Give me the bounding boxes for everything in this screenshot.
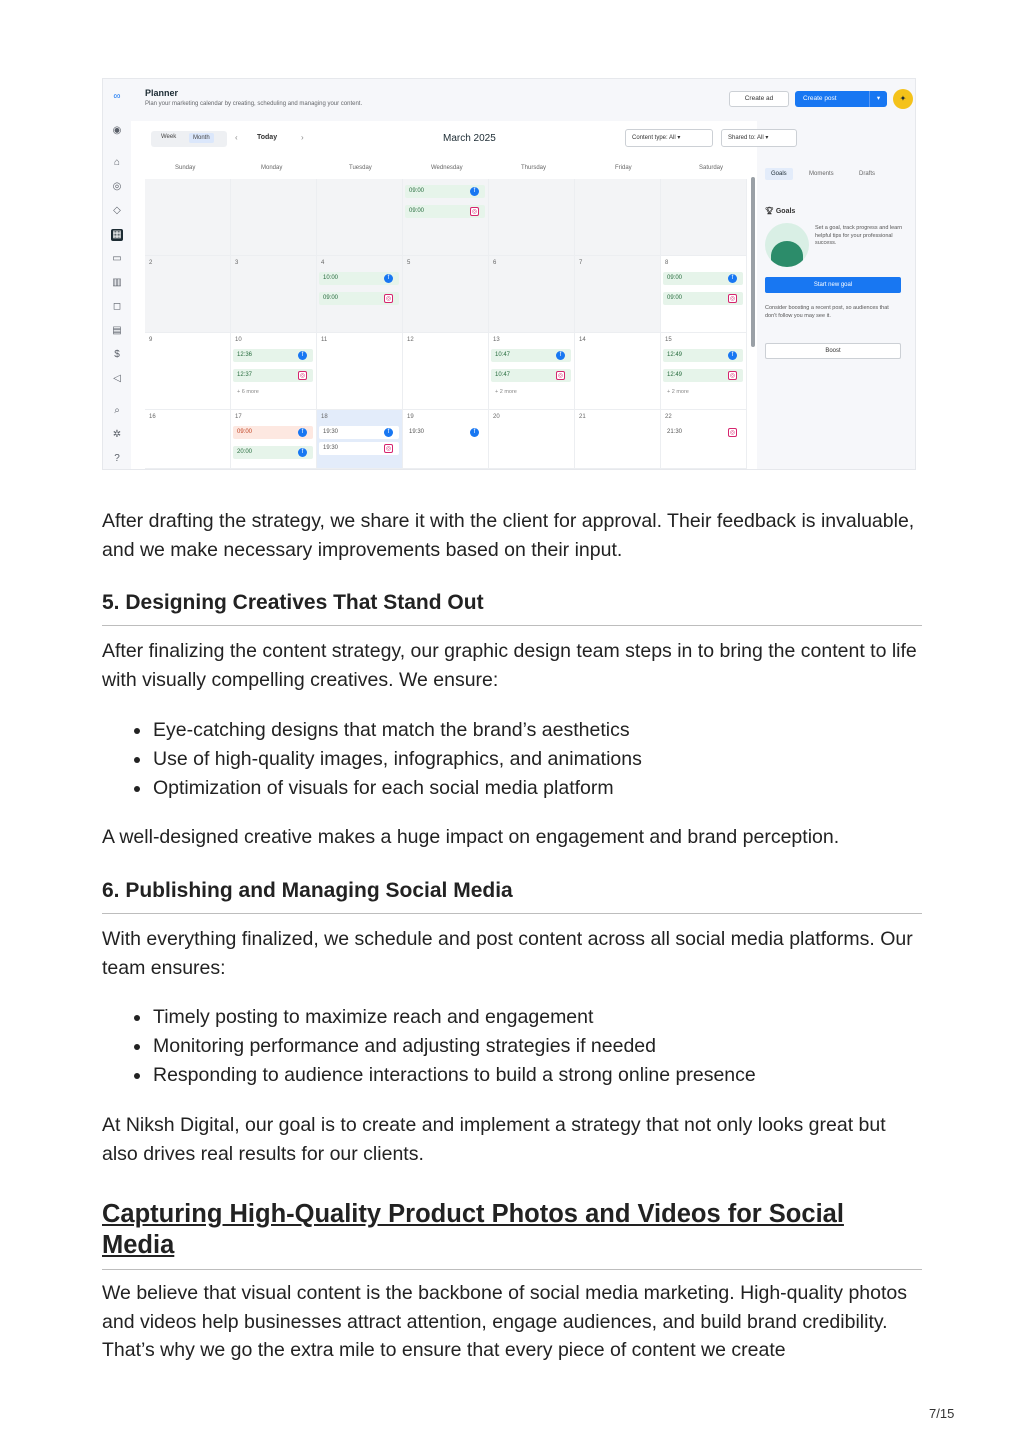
scheduled-post[interactable]: 19:30 ◎ bbox=[319, 442, 399, 455]
day-cell-selected[interactable]: 18 19:30 f 19:30 ◎ bbox=[317, 410, 403, 469]
planner-title: Planner bbox=[145, 88, 179, 98]
day-cell[interactable]: 15 12:49 f 12:49 ◎ + 2 more bbox=[661, 333, 747, 410]
day-cell[interactable]: 10 12:36 f 12:37 ◎ + 6 more bbox=[231, 333, 317, 410]
view-week-button[interactable]: Week bbox=[161, 134, 177, 140]
facebook-icon: f bbox=[298, 428, 307, 437]
facebook-icon: f bbox=[298, 448, 307, 457]
section-heading: 5. Designing Creatives That Stand Out bbox=[102, 591, 922, 626]
scheduled-post[interactable]: 09:00 ◎ bbox=[405, 205, 485, 218]
scheduled-post[interactable]: 09:00 f bbox=[233, 426, 313, 439]
scheduled-post[interactable]: 12:36 f bbox=[233, 349, 313, 362]
day-cell[interactable]: 20 bbox=[489, 410, 575, 469]
facebook-icon: f bbox=[728, 351, 737, 360]
bullet-list bbox=[132, 1003, 912, 1090]
scheduled-post[interactable]: 12:49 ◎ bbox=[663, 369, 743, 382]
day-cell[interactable]: 21 bbox=[575, 410, 661, 469]
scheduled-post[interactable]: 12:37 ◎ bbox=[233, 369, 313, 382]
paragraph: At Niksh Digital, our goal is to create and implement a strategy that not only looks great but also drives real results for our clients. bbox=[102, 1114, 886, 1165]
list-item: Timely posting to maximize reach and engagement bbox=[132, 1003, 912, 1032]
paragraph: We believe that visual content is the backbone of social media marketing. High-quality photos and videos help businesses attract attention, engage audiences, and build brand credibility. That’s why we go the extra mile to ensure that every piece of content we create bbox=[102, 1282, 908, 1361]
content-icon[interactable]: ◇ bbox=[113, 205, 121, 216]
tab-moments[interactable]: Moments bbox=[809, 171, 834, 177]
goals-illustration bbox=[765, 223, 809, 267]
scheduled-post[interactable]: 10:47 f bbox=[491, 349, 571, 362]
more-link[interactable]: + 2 more bbox=[667, 389, 689, 395]
calendar-toolbar bbox=[131, 121, 769, 159]
list-item: Monitoring performance and adjusting strategies if needed bbox=[132, 1032, 912, 1061]
day-cell[interactable]: 5 bbox=[403, 256, 489, 333]
day-cell[interactable]: 16 bbox=[145, 410, 231, 469]
day-cell[interactable]: 22 21:30 ◎ bbox=[661, 410, 747, 469]
day-cell[interactable] bbox=[575, 179, 661, 256]
more-link[interactable]: + 6 more bbox=[237, 389, 259, 395]
scheduled-post[interactable]: 09:00 ◎ bbox=[319, 292, 399, 305]
instagram-icon: ◎ bbox=[729, 373, 736, 379]
facebook-icon: f bbox=[470, 187, 479, 196]
instagram-icon: ◎ bbox=[729, 430, 736, 436]
boost-description: Consider boosting a recent post, so audiences that don't follow you may see it. bbox=[765, 305, 889, 319]
create-post-button[interactable]: Create post ▾ bbox=[795, 91, 887, 107]
weekday-label: Friday bbox=[615, 165, 632, 171]
chevron-right-icon[interactable]: › bbox=[301, 133, 304, 142]
list-item: Eye-catching designs that match the brand’s aesthetics bbox=[132, 716, 912, 745]
left-rail bbox=[103, 79, 131, 470]
content-type-dropdown[interactable]: Content type: All ▾ bbox=[625, 129, 713, 147]
month-label: March 2025 bbox=[443, 133, 496, 144]
instagram-icon: ◎ bbox=[729, 296, 736, 302]
paragraph: After drafting the strategy, we share it with the client for approval. Their feedback is invaluable, and we make necessary improvements based on their input. bbox=[102, 510, 915, 561]
start-new-goal-button[interactable]: Start new goal bbox=[765, 277, 901, 293]
tab-drafts[interactable]: Drafts bbox=[859, 171, 876, 177]
month-grid bbox=[145, 179, 749, 469]
paragraph: With everything finalized, we schedule and post content across all social media platforms. Our team ensures: bbox=[102, 928, 913, 979]
tools-icon[interactable]: ▤ bbox=[112, 325, 122, 336]
day-cell[interactable]: 13 10:47 f 10:47 ◎ + 2 more bbox=[489, 333, 575, 410]
view-switch bbox=[151, 131, 227, 147]
scheduled-post[interactable]: 10:47 ◎ bbox=[491, 369, 571, 382]
notifications-icon[interactable]: ◎ bbox=[112, 181, 122, 192]
facebook-icon: f bbox=[556, 351, 565, 360]
goals-panel bbox=[763, 161, 913, 467]
gear-icon[interactable]: ✲ bbox=[112, 429, 122, 440]
calendar-icon[interactable]: ▦ bbox=[112, 229, 122, 240]
calendar-scrollbar[interactable] bbox=[751, 177, 755, 347]
instagram-icon: ◎ bbox=[471, 209, 478, 215]
instagram-icon: ◎ bbox=[557, 373, 564, 379]
goals-description: Set a goal, track progress and learn helpful tips for your professional success. bbox=[815, 225, 903, 246]
planner-screenshot bbox=[102, 78, 916, 470]
list-item: Responding to audience interactions to build a strong online presence bbox=[132, 1061, 912, 1090]
paragraph: A well-designed creative makes a huge impact on engagement and brand perception. bbox=[102, 826, 840, 848]
megaphone-icon[interactable]: ◁ bbox=[113, 373, 121, 384]
planner-subtitle: Plan your marketing calendar by creating, scheduling and managing your content. bbox=[145, 101, 363, 107]
monetization-icon[interactable]: $ bbox=[114, 349, 120, 360]
scheduled-post[interactable]: 19:30 f bbox=[319, 426, 399, 439]
scheduled-post[interactable]: 09:00 f bbox=[405, 185, 485, 198]
day-cell[interactable] bbox=[231, 179, 317, 256]
facebook-icon: f bbox=[298, 351, 307, 360]
chevron-left-icon[interactable]: ‹ bbox=[235, 133, 238, 142]
scheduled-post[interactable]: 10:00 f bbox=[319, 272, 399, 285]
calendar bbox=[131, 121, 769, 470]
more-link[interactable]: + 2 more bbox=[495, 389, 517, 395]
instagram-icon: ◎ bbox=[385, 446, 392, 452]
scheduled-post[interactable]: 09:00 ◎ bbox=[663, 292, 743, 305]
tab-goals[interactable]: Goals bbox=[765, 168, 793, 180]
section-link-heading[interactable]: Capturing High-Quality Product Photos and Videos for Social Media bbox=[102, 1199, 922, 1270]
weekday-label: Monday bbox=[261, 165, 283, 171]
scheduled-post[interactable]: 12:49 f bbox=[663, 349, 743, 362]
scheduled-post[interactable]: 21:30 ◎ bbox=[663, 426, 743, 439]
weekday-label: Saturday bbox=[699, 165, 724, 171]
help-icon[interactable]: ? bbox=[114, 453, 120, 464]
goals-heading: 🏆︎ Goals bbox=[765, 208, 796, 215]
day-cell[interactable] bbox=[145, 179, 231, 256]
day-cell[interactable]: 3 bbox=[231, 256, 317, 333]
day-cell[interactable] bbox=[317, 179, 403, 256]
instagram-icon: ◎ bbox=[385, 296, 392, 302]
day-cell[interactable]: 14 bbox=[575, 333, 661, 410]
today-button[interactable]: Today bbox=[257, 134, 278, 141]
ads-icon[interactable]: ◻ bbox=[112, 301, 122, 312]
paragraph: After finalizing the content strategy, our graphic design team steps in to bring the content to life with visually compelling creatives. We ensure: bbox=[102, 640, 917, 691]
inbox-icon[interactable]: ▭ bbox=[112, 253, 122, 264]
day-cell[interactable]: 2 bbox=[145, 256, 231, 333]
section-heading: 6. Publishing and Managing Social Media bbox=[102, 879, 922, 914]
chevron-down-icon[interactable]: ▾ bbox=[869, 91, 887, 107]
shared-to-dropdown[interactable]: Shared to: All ▾ bbox=[721, 129, 797, 147]
scheduled-post[interactable]: 09:00 f bbox=[663, 272, 743, 285]
facebook-icon: f bbox=[470, 428, 479, 437]
day-cell[interactable]: 12 bbox=[403, 333, 489, 410]
day-cell[interactable]: 17 09:00 f 20:00 f bbox=[231, 410, 317, 469]
day-cell[interactable]: 9 bbox=[145, 333, 231, 410]
weekday-label: Thursday bbox=[521, 165, 547, 171]
day-cell[interactable] bbox=[489, 179, 575, 256]
instagram-icon: ◎ bbox=[299, 373, 306, 379]
day-cell[interactable] bbox=[403, 179, 489, 256]
list-item: Optimization of visuals for each social media platform bbox=[132, 774, 912, 803]
facebook-icon: f bbox=[384, 428, 393, 437]
facebook-icon: f bbox=[384, 274, 393, 283]
list-item: Use of high-quality images, infographics, and animations bbox=[132, 745, 912, 774]
day-cell[interactable]: 4 10:00 f 09:00 ◎ bbox=[317, 256, 403, 333]
page-number: 7/15 bbox=[929, 1406, 955, 1421]
home-icon[interactable]: ⌂ bbox=[113, 157, 121, 168]
day-cell[interactable]: 6 bbox=[489, 256, 575, 333]
weekday-label: Sunday bbox=[175, 165, 196, 171]
insights-icon[interactable]: ▥ bbox=[112, 277, 122, 288]
scheduled-post[interactable]: 20:00 f bbox=[233, 446, 313, 459]
avatar[interactable]: ✦ bbox=[893, 89, 913, 109]
create-ad-button[interactable]: Create ad bbox=[729, 91, 789, 107]
meta-logo-icon: ∞ bbox=[113, 91, 121, 102]
day-cell[interactable]: 7 bbox=[575, 256, 661, 333]
planner-header bbox=[131, 79, 915, 121]
bullet-list bbox=[132, 716, 912, 803]
boost-button[interactable]: Boost bbox=[765, 343, 901, 359]
weekday-label: Tuesday bbox=[349, 165, 372, 171]
view-month-button[interactable]: Month bbox=[189, 133, 214, 143]
search-icon[interactable]: ⌕ bbox=[114, 405, 120, 416]
facebook-icon: f bbox=[728, 274, 737, 283]
weekday-label: Wednesday bbox=[431, 165, 463, 171]
day-cell[interactable]: 11 bbox=[317, 333, 403, 410]
scheduled-post[interactable]: 19:30 f bbox=[405, 426, 485, 439]
profile-icon[interactable]: ◉ bbox=[112, 125, 122, 136]
day-cell[interactable] bbox=[661, 179, 747, 256]
day-cell[interactable]: 8 09:00 f 09:00 ◎ bbox=[661, 256, 747, 333]
day-cell[interactable]: 19 19:30 f bbox=[403, 410, 489, 469]
